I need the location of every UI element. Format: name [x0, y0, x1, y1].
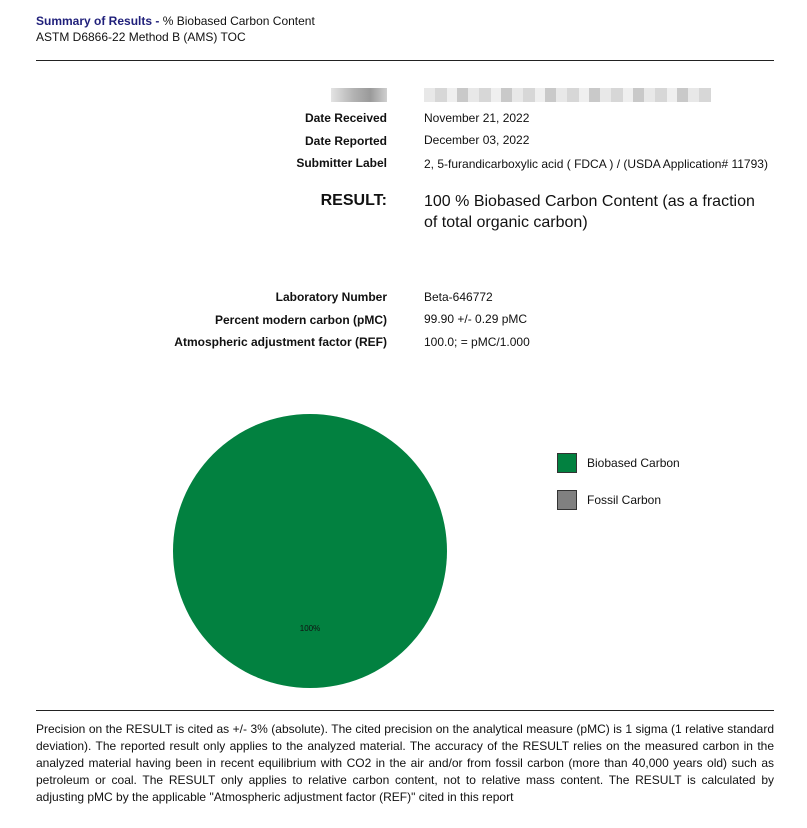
legend-swatch-fossil	[557, 490, 577, 510]
ref-value: 100.0; = pMC/1.000	[424, 335, 530, 349]
submitter-label-label: Submitter Label	[296, 156, 387, 170]
precision-note: Precision on the RESULT is cited as +/- 3% (absolute). The cited precision on the analytical measure (pMC) is 1 sigma (1 relative standard deviation). The reported result only applies to the analyzed material. The accuracy of the RESULT relies on the measured carbon in the analyzed material having been in recent equilibrium with CO2 in the air and/or from fossil carbon (more than 40,000 years old) such as petroleum or coal. The RESULT only applies to relative carbon content, not to relative mass content. The RESULT is calculated by adjusting pMC by the applicable "Atmospheric adjustment factor (REF)" cited in this report	[36, 722, 774, 804]
date-reported-value: December 03, 2022	[424, 133, 530, 147]
legend-label-biobased: Biobased Carbon	[587, 456, 680, 470]
legend-label-fossil: Fossil Carbon	[587, 493, 662, 507]
lab-number-value: Beta-646772	[424, 290, 493, 304]
report-title: Summary of Results -	[36, 14, 160, 28]
date-reported-label: Date Reported	[304, 134, 387, 148]
date-received-value: November 21, 2022	[424, 111, 530, 125]
legend-swatch-biobased	[557, 453, 577, 473]
report-method: ASTM D6866-22 Method B (AMS) TOC	[36, 30, 246, 44]
submitter-label-value: 2, 5-furandicarboxylic acid ( FDCA ) / (USDA Application# 11793)	[424, 157, 768, 171]
bottom-divider	[36, 710, 774, 711]
pmc-label: Percent modern carbon (pMC)	[214, 313, 387, 327]
result-value: 100 % Biobased Carbon Content (as a fraction of total organic carbon)	[424, 193, 755, 231]
carbon-pie-chart	[172, 412, 448, 690]
lab-number-label: Laboratory Number	[275, 290, 387, 304]
result-label: RESULT:	[320, 192, 387, 209]
legend-item-fossil	[557, 489, 661, 511]
report-title-suffix: % Biobased Carbon Content	[162, 14, 315, 28]
date-received-label: Date Received	[304, 111, 387, 125]
pie-data-label: 100%	[299, 624, 321, 633]
ref-label: Atmospheric adjustment factor (REF)	[174, 335, 387, 349]
redacted-value	[424, 88, 711, 102]
pie-slice-biobased-carbon	[173, 414, 447, 688]
legend-item-biobased	[557, 452, 680, 474]
redacted-label	[331, 88, 387, 102]
report-header	[36, 13, 315, 45]
pmc-value: 99.90 +/- 0.29 pMC	[424, 312, 528, 326]
top-divider	[36, 60, 774, 61]
